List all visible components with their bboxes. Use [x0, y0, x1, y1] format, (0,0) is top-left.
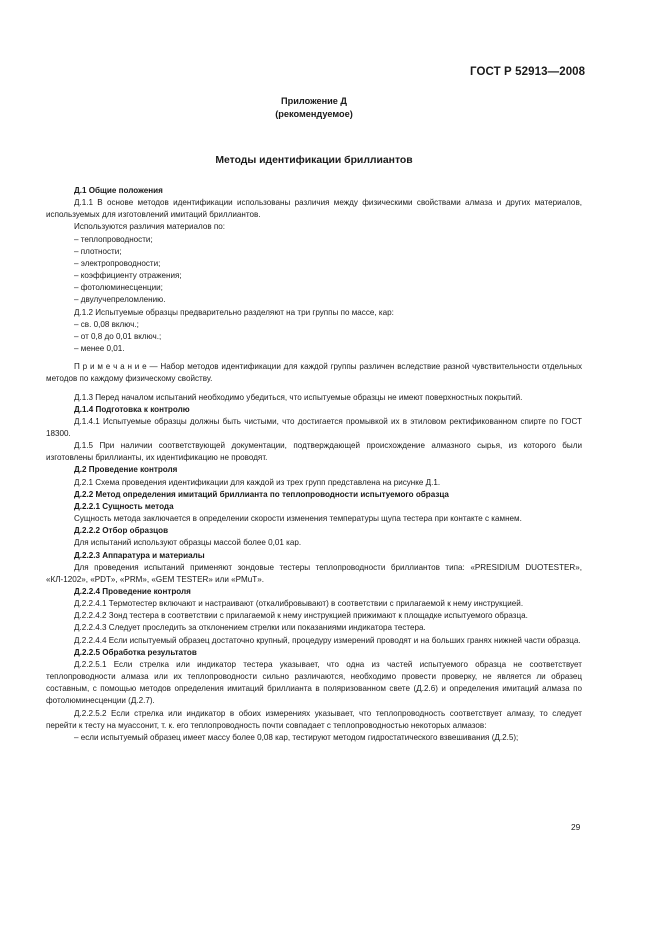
- list-item: – св. 0,08 включ.;: [74, 319, 139, 329]
- section-heading: Д.2 Проведение контроля: [74, 465, 178, 475]
- paragraph: П р и м е ч а н и е — Набор методов идентификации для каждой группы различен вследствие разной чувствительности отдельных методов по каждому физическому свойству.: [46, 362, 582, 384]
- paragraph: Д.2.2.5.1 Если стрелка или индикатор тестера указывает, что одна из частей испытуемого образца не соответствует теплопроводности алмаза или их теплопроводности сильно различаются, необходимо провести проверку, не является ли образец составным, с помощью методов определения имитаций бриллианта в поляризованном свете (Д.2.6) и определения имитаций алмаза по фотолюминесценции (Д.2.7).: [46, 659, 582, 706]
- annex-title: Приложение Д: [281, 96, 347, 106]
- document-code: ГОСТ Р 52913—2008: [470, 66, 586, 78]
- list-item: – теплопроводности;: [74, 234, 153, 244]
- section-heading: Д.1 Общие положения: [74, 186, 163, 195]
- annex-status: (рекомендуемое): [275, 109, 353, 119]
- paragraph: Д.1.1 В основе методов идентификации использованы различия между физическими свойствами алмаза и других материалов, используемых для изготовлений имитаций бриллиантов.: [46, 198, 582, 220]
- section-heading: Д.2.2.3 Аппаратура и материалы: [74, 550, 205, 560]
- page-number: 29: [571, 822, 581, 832]
- paragraph: Для проведения испытаний применяют зондовые тестеры теплопроводности бриллиантов типа: «PRESIDIUM DUOTESTER», «КЛ-1202», «PDT», «PRM», «GEM TESTER» или «PMuT».: [46, 562, 582, 584]
- paragraph: Для испытаний используют образцы массой более 0,01 кар.: [74, 538, 302, 548]
- paragraph: Д.1.2 Испытуемые образцы предварительно разделяют на три группы по массе, кар:: [74, 307, 394, 317]
- paragraph: Д.2.1 Схема проведения идентификации для каждой из трех групп представлена на рисунке Д.1.: [74, 477, 441, 487]
- section-heading: Д.1.4 Подготовка к контролю: [74, 404, 190, 414]
- section-heading: Д.2.2 Метод определения имитаций бриллианта по теплопроводности испытуемого образца: [74, 489, 449, 499]
- section-heading: Д.2.2.2 Отбор образцов: [74, 526, 169, 536]
- list-item: – двулучепреломлению.: [74, 295, 166, 305]
- list-item: – менее 0,01.: [74, 344, 125, 354]
- section-heading: Д.2.2.4 Проведение контроля: [74, 587, 191, 596]
- paragraph: Д.2.2.4.4 Если испытуемый образец достаточно крупный, процедуру измерений проводят и на больших гранях нижней части образца.: [74, 635, 581, 645]
- paragraph: Д.2.2.4.2 Зонд тестера в соответствии с прилагаемой к нему инструкцией прижимают к площадке испытуемого образца.: [74, 611, 528, 621]
- paragraph: Д.2.2.4.3 Следует проследить за отклонением стрелки или показаниями индикатора тестера.: [74, 623, 426, 633]
- paragraph: Д.1.4.1 Испытуемые образцы должны быть чистыми, что достигается промывкой их в этиловом ректификованном спирте по ГОСТ 18300.: [46, 416, 582, 438]
- paragraph: Д.2.2.5.2 Если стрелка или индикатор в обоих измерениях указывает, что теплопроводность соответствует алмазу, то следует перейти к тесту на муассонит, т. к. его теплопроводность почти совпадает с теплопроводностью некоторых алмазов:: [46, 708, 582, 730]
- list-item: – от 0,8 до 0,01 включ.;: [74, 331, 162, 341]
- list-item: – коэффициенту отражения;: [74, 271, 182, 281]
- document-body: [46, 185, 582, 744]
- section-heading: Д.2.2.5 Обработка результатов: [74, 647, 197, 657]
- list-item: – плотности;: [74, 246, 122, 256]
- paragraph: – если испытуемый образец имеет массу более 0,08 кар, тестируют методом гидростатического взвешивания (Д.2.5);: [74, 732, 519, 742]
- paragraph: Сущность метода заключается в определении скорости изменения температуры щупа тестера при контакте с камнем.: [74, 514, 522, 524]
- section-heading: Д.2.2.1 Сущность метода: [74, 501, 174, 511]
- paragraph: Д.1.5 При наличии соответствующей документации, подтверждающей происхождение алмазного сырья, из которого были изготовлены бриллианты, их идентификацию не проводят.: [46, 441, 582, 463]
- paragraph: Д.2.2.4.1 Термотестер включают и настраивают (откалибровывают) в соответствии с прилагаемой к нему инструкцией.: [74, 599, 524, 609]
- paragraph: Используются различия материалов по:: [74, 222, 226, 232]
- paragraph: Д.1.3 Перед началом испытаний необходимо убедиться, что испытуемые образцы не имеют поверхностных покрытий.: [74, 392, 523, 402]
- list-item: – фотолюминесценции;: [74, 283, 163, 293]
- section-title: Методы идентификации бриллиантов: [215, 155, 413, 166]
- list-item: – электропроводности;: [74, 258, 161, 268]
